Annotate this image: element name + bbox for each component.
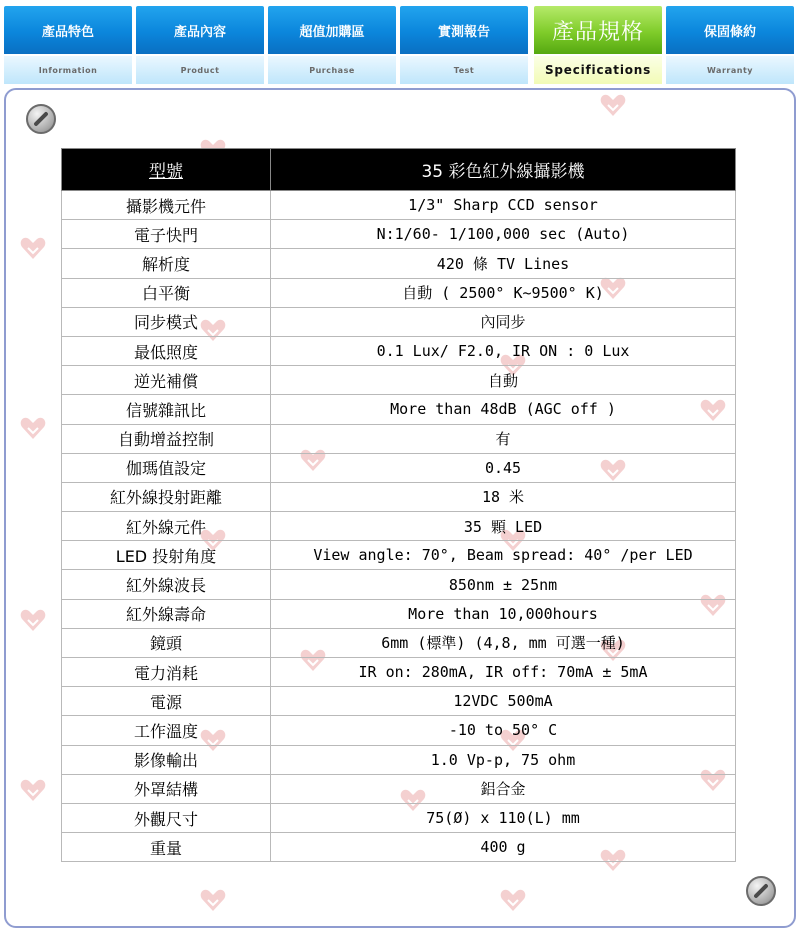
tab-purchase[interactable] (268, 6, 396, 84)
spec-label: 紅外線投射距離 (62, 482, 271, 511)
spec-label: 影像輸出 (62, 745, 271, 774)
spec-value: More than 48dB (AGC off ) (271, 395, 736, 424)
table-row (62, 395, 736, 424)
table-header-row (62, 149, 736, 191)
spec-value: 自動 ( 2500° K~9500° K) (271, 278, 736, 307)
spec-label: 同步模式 (62, 307, 271, 336)
tab-label: 產品規格 (534, 6, 662, 54)
table-row (62, 570, 736, 599)
screw-icon (746, 876, 776, 906)
model-header-label: 型號 (149, 162, 183, 182)
table-row (62, 599, 736, 628)
model-header (62, 149, 271, 191)
tab-warranty[interactable] (666, 6, 794, 84)
table-row (62, 453, 736, 482)
spec-value: 6mm (標準) (4,8, mm 可選一種) (271, 628, 736, 657)
spec-label: 逆光補償 (62, 366, 271, 395)
table-row (62, 687, 736, 716)
table-row (62, 307, 736, 336)
table-row (62, 191, 736, 220)
table-row (62, 278, 736, 307)
spec-value: 400 g (271, 833, 736, 862)
spec-label: 紅外線元件 (62, 512, 271, 541)
spec-label: 紅外線波長 (62, 570, 271, 599)
spec-label: 電源 (62, 687, 271, 716)
table-row (62, 482, 736, 511)
tab-label: 實測報告 (400, 6, 528, 54)
table-row (62, 220, 736, 249)
spec-value: IR on: 280mA, IR off: 70mA ± 5mA (271, 658, 736, 687)
table-row (62, 249, 736, 278)
table-row (62, 658, 736, 687)
spec-label: 電力消耗 (62, 658, 271, 687)
spec-value: 420 條 TV Lines (271, 249, 736, 278)
spec-label: 最低照度 (62, 336, 271, 365)
model-value: 35 彩色紅外線攝影機 (271, 149, 736, 191)
table-row (62, 512, 736, 541)
spec-value: 75(Ø) x 110(L) mm (271, 803, 736, 832)
table-row (62, 336, 736, 365)
tab-sublabel: Purchase (268, 56, 396, 84)
spec-label: 白平衡 (62, 278, 271, 307)
spec-table (61, 148, 736, 862)
table-row (62, 745, 736, 774)
tab-specifications[interactable] (534, 6, 662, 84)
tab-label: 超值加購區 (268, 6, 396, 54)
spec-label: 自動增益控制 (62, 424, 271, 453)
spec-label: 伽瑪值設定 (62, 453, 271, 482)
tab-sublabel: Information (4, 56, 132, 84)
spec-label: 外觀尺寸 (62, 803, 271, 832)
spec-value: 鋁合金 (271, 774, 736, 803)
spec-value: 1/3" Sharp CCD sensor (271, 191, 736, 220)
spec-value: More than 10,000hours (271, 599, 736, 628)
spec-value: 自動 (271, 366, 736, 395)
table-row (62, 833, 736, 862)
product-tab-bar (0, 0, 800, 86)
spec-label: 攝影機元件 (62, 191, 271, 220)
table-row (62, 424, 736, 453)
spec-value: 35 顆 LED (271, 512, 736, 541)
spec-label: 電子快門 (62, 220, 271, 249)
spec-value: N:1/60- 1/100,000 sec (Auto) (271, 220, 736, 249)
spec-value: 0.1 Lux/ F2.0, IR ON : 0 Lux (271, 336, 736, 365)
tab-sublabel: Warranty (666, 56, 794, 84)
spec-label: 紅外線壽命 (62, 599, 271, 628)
spec-label: LED 投射角度 (62, 541, 271, 570)
table-row (62, 803, 736, 832)
spec-value: View angle: 70°, Beam spread: 40° /per LED (271, 541, 736, 570)
spec-label: 工作溫度 (62, 716, 271, 745)
spec-label: 解析度 (62, 249, 271, 278)
spec-label: 重量 (62, 833, 271, 862)
spec-label: 信號雜訊比 (62, 395, 271, 424)
screw-icon (26, 104, 56, 134)
tab-sublabel: Specifications (534, 56, 662, 84)
table-row (62, 716, 736, 745)
table-row (62, 541, 736, 570)
spec-value: 12VDC 500mA (271, 687, 736, 716)
tab-sublabel: Product (136, 56, 264, 84)
spec-value: 有 (271, 424, 736, 453)
spec-value: -10 to 50° C (271, 716, 736, 745)
spec-value: 1.0 Vp-p, 75 ohm (271, 745, 736, 774)
tab-label: 產品內容 (136, 6, 264, 54)
spec-label: 外罩結構 (62, 774, 271, 803)
spec-label: 鏡頭 (62, 628, 271, 657)
tab-sublabel: Test (400, 56, 528, 84)
spec-value: 內同步 (271, 307, 736, 336)
tab-label: 產品特色 (4, 6, 132, 54)
spec-value: 850nm ± 25nm (271, 570, 736, 599)
table-row (62, 366, 736, 395)
spec-value: 18 米 (271, 482, 736, 511)
spec-value: 0.45 (271, 453, 736, 482)
tab-information[interactable] (4, 6, 132, 84)
table-row (62, 774, 736, 803)
tab-label: 保固條約 (666, 6, 794, 54)
tab-product[interactable] (136, 6, 264, 84)
tab-test[interactable] (400, 6, 528, 84)
table-row (62, 628, 736, 657)
